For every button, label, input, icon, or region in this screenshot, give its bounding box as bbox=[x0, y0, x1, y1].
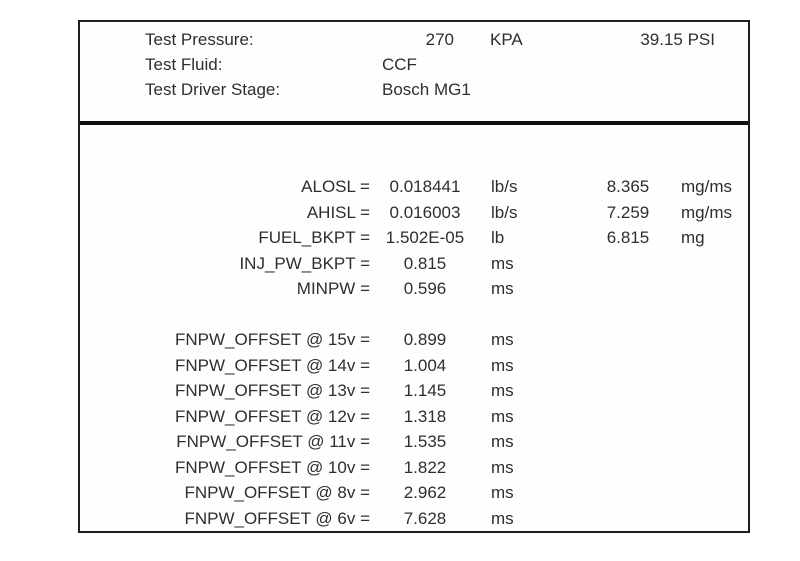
row-fnpw-offset-13v bbox=[80, 378, 748, 404]
param-metric-value: 7.259 bbox=[606, 202, 650, 222]
test-driver-stage-extra bbox=[623, 77, 715, 102]
row-alosl bbox=[80, 174, 748, 200]
row-test-pressure bbox=[80, 27, 748, 52]
offset-unit: ms bbox=[491, 508, 514, 528]
test-pressure-unit: KPA bbox=[490, 30, 523, 49]
offset-value: 1.318 bbox=[403, 406, 447, 426]
test-fluid-value: CCF bbox=[382, 55, 417, 74]
offset-unit: ms bbox=[491, 355, 514, 375]
offset-label: FNPW_OFFSET @ 13v = bbox=[174, 381, 370, 400]
param-label: MINPW = bbox=[296, 279, 370, 298]
param-unit: lb/s bbox=[491, 177, 518, 196]
param-metric-value: 8.365 bbox=[606, 177, 650, 196]
offset-value: 1.145 bbox=[403, 381, 447, 400]
param-metric-value bbox=[580, 276, 676, 302]
row-fnpw-offset-14v bbox=[80, 353, 748, 379]
param-unit: lb bbox=[491, 228, 505, 247]
offset-value: 1.004 bbox=[403, 355, 447, 375]
test-conditions-section bbox=[80, 27, 748, 102]
row-fnpw-offset-11v bbox=[80, 429, 748, 455]
param-label: INJ_PW_BKPT = bbox=[239, 253, 370, 273]
offset-unit: ms bbox=[491, 483, 514, 502]
flow-parameters-section bbox=[80, 174, 748, 302]
test-pressure-psi-value: 39.15 PSI bbox=[640, 30, 715, 49]
offset-label: FNPW_OFFSET @ 11v = bbox=[176, 432, 370, 451]
offset-label: FNPW_OFFSET @ 6v = bbox=[184, 508, 370, 528]
offset-value: 7.628 bbox=[403, 508, 447, 528]
param-unit: ms bbox=[491, 279, 514, 298]
param-value: 0.596 bbox=[403, 279, 447, 298]
row-fnpw-offset-8v bbox=[80, 480, 748, 506]
offset-label: FNPW_OFFSET @ 8v = bbox=[184, 483, 370, 502]
offset-label: FNPW_OFFSET @ 15v = bbox=[174, 330, 370, 349]
row-fnpw-offset-6v bbox=[80, 506, 748, 532]
param-metric-unit bbox=[681, 276, 747, 302]
test-pressure-value: 270 bbox=[425, 30, 454, 49]
test-driver-stage-label: Test Driver Stage: bbox=[145, 80, 281, 99]
row-test-driver-stage bbox=[80, 77, 748, 102]
offset-label: FNPW_OFFSET @ 10v = bbox=[174, 457, 370, 477]
param-value: 1.502E-05 bbox=[385, 228, 465, 247]
offset-label: FNPW_OFFSET @ 12v = bbox=[174, 406, 370, 426]
test-driver-stage-value: Bosch MG1 bbox=[382, 80, 471, 99]
fnpw-offsets-section bbox=[80, 327, 748, 531]
row-test-fluid bbox=[80, 52, 748, 77]
param-unit: ms bbox=[491, 253, 514, 273]
param-label: ALOSL = bbox=[301, 177, 370, 196]
test-fluid-extra bbox=[623, 52, 715, 77]
offset-value: 2.962 bbox=[403, 483, 447, 502]
param-unit: lb/s bbox=[491, 202, 518, 222]
param-label: FUEL_BKPT = bbox=[258, 228, 370, 247]
test-fluid-label: Test Fluid: bbox=[145, 55, 223, 74]
offset-unit: ms bbox=[491, 406, 514, 426]
offset-value: 1.822 bbox=[403, 457, 447, 477]
row-ahisl bbox=[80, 200, 748, 226]
row-inj-pw-bkpt bbox=[80, 251, 748, 277]
row-fnpw-offset-12v bbox=[80, 404, 748, 430]
row-fnpw-offset-10v bbox=[80, 455, 748, 481]
test-fluid-unit bbox=[490, 52, 570, 77]
param-metric-value: 6.815 bbox=[606, 228, 650, 247]
param-metric-unit: mg/ms bbox=[681, 202, 732, 222]
param-metric-unit: mg/ms bbox=[681, 177, 732, 196]
injector-test-data-sheet bbox=[78, 20, 750, 533]
offset-unit: ms bbox=[491, 330, 514, 349]
param-metric-unit: mg bbox=[681, 228, 705, 247]
param-metric-value bbox=[580, 251, 676, 277]
row-minpw bbox=[80, 276, 748, 302]
offset-unit: ms bbox=[491, 432, 514, 451]
offset-label: FNPW_OFFSET @ 14v = bbox=[174, 355, 370, 375]
param-metric-unit bbox=[681, 251, 747, 277]
param-value: 0.016003 bbox=[389, 202, 461, 222]
row-fnpw-offset-15v bbox=[80, 327, 748, 353]
offset-value: 0.899 bbox=[403, 330, 447, 349]
offset-value: 1.535 bbox=[403, 432, 447, 451]
row-fuel-bkpt bbox=[80, 225, 748, 251]
param-value: 0.018441 bbox=[389, 177, 461, 196]
section-divider bbox=[80, 121, 748, 125]
param-value: 0.815 bbox=[403, 253, 447, 273]
test-pressure-label: Test Pressure: bbox=[145, 30, 254, 49]
offset-unit: ms bbox=[491, 381, 514, 400]
offset-unit: ms bbox=[491, 457, 514, 477]
test-driver-stage-unit bbox=[490, 77, 570, 102]
param-label: AHISL = bbox=[306, 202, 370, 222]
